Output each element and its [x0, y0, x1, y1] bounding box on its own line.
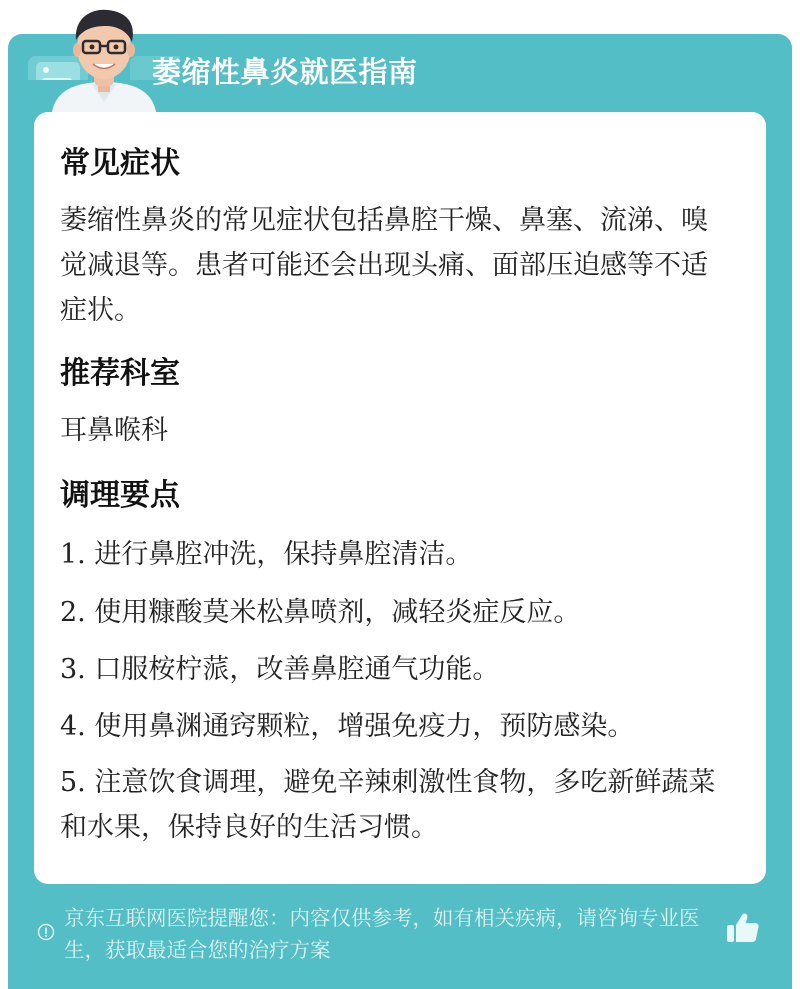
list-item-text: 进行鼻腔冲洗，保持鼻腔清洁。 [94, 539, 473, 570]
list-item-text: 口服桉柠蒎，改善鼻腔通气功能。 [94, 654, 500, 685]
list-item [60, 760, 730, 850]
list-item-number: 3. [60, 654, 86, 685]
list-item-text: 注意饮食调理，避免辛辣刺激性食物，多吃新鲜蔬菜和水果，保持良好的生活习惯。 [60, 767, 716, 843]
thumbs-up-icon[interactable] [725, 909, 761, 945]
list-item [60, 647, 730, 692]
list-item [60, 590, 730, 635]
section-heading-department: 推荐科室 [60, 356, 180, 391]
list-item [60, 704, 730, 749]
page-title: 萎缩性鼻炎就医指南 [152, 55, 418, 89]
list-item-number: 1. [60, 539, 86, 570]
list-item-number: 4. [60, 711, 86, 742]
section-heading-care-tips: 调理要点 [60, 478, 180, 513]
section-heading-symptoms: 常见症状 [60, 146, 180, 181]
department-text: 耳鼻喉科 [60, 415, 168, 446]
list-item-number: 2. [60, 597, 86, 628]
list-item-text: 使用糠酸莫米松鼻喷剂，减轻炎症反应。 [94, 597, 581, 628]
info-circle-icon [37, 923, 55, 941]
list-item-number: 5. [60, 767, 86, 798]
list-item-text: 使用鼻渊通窍颗粒，增强免疫力，预防感染。 [94, 711, 635, 742]
symptoms-text: 萎缩性鼻炎的常见症状包括鼻腔干燥、鼻塞、流涕、嗅觉减退等。患者可能还会出现头痛、面部压迫感等不适症状。 [60, 205, 708, 326]
list-item [60, 532, 730, 577]
doctor-avatar-icon [46, 6, 162, 112]
footer [0, 885, 800, 989]
content-card [34, 112, 766, 884]
disclaimer-text: 京东互联网医院提醒您：内容仅供参考，如有相关疾病，请咨询专业医生，获取最适合您的治疗方案 [64, 906, 700, 962]
